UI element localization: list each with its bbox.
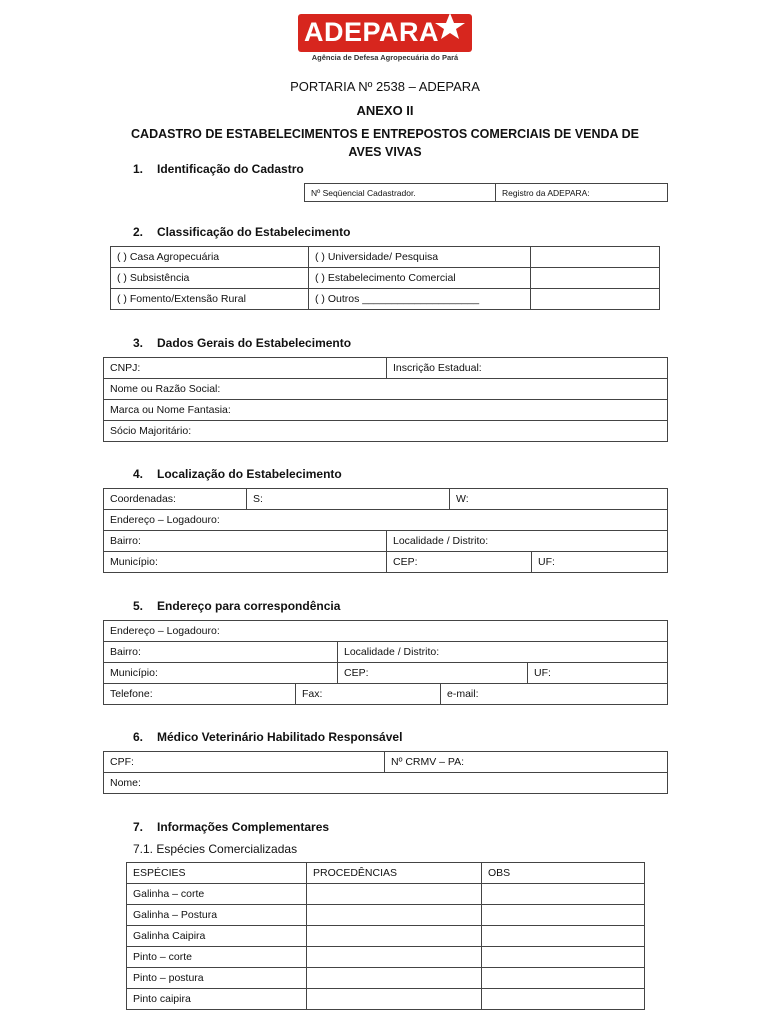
classificacao-table xyxy=(110,246,660,310)
registro-adepara-field[interactable]: Registro da ADEPARA: xyxy=(496,184,668,202)
anexo-title: ANEXO II xyxy=(356,103,414,118)
nome-veterinario-field[interactable]: Nome: xyxy=(104,773,668,794)
cep-field[interactable]: CEP: xyxy=(387,552,532,573)
species-name: Galinha – corte xyxy=(127,884,307,905)
telefone-field[interactable]: Telefone: xyxy=(104,684,296,705)
bairro-field[interactable]: Bairro: xyxy=(104,642,338,663)
section-number: 4. xyxy=(133,467,144,481)
option-fomento-extensao[interactable]: ( ) Fomento/Extensão Rural xyxy=(111,289,309,310)
document-title-line1: CADASTRO DE ESTABELECIMENTOS E ENTREPOSTOS COMERCIAIS DE VENDA DE xyxy=(131,127,639,141)
section-label: Médico Veterinário Habilitado Responsável xyxy=(157,730,403,744)
section-7-title xyxy=(133,820,329,834)
uf-field[interactable]: UF: xyxy=(528,663,668,684)
section-number: 3. xyxy=(133,336,144,350)
obs-cell[interactable] xyxy=(482,926,645,947)
star-icon xyxy=(430,11,470,41)
section-label: Localização do Estabelecimento xyxy=(157,467,342,481)
email-field[interactable]: e-mail: xyxy=(441,684,668,705)
veterinario-table xyxy=(103,751,668,794)
subsection-7-1-title: 7.1. Espécies Comercializadas xyxy=(133,842,298,856)
section-1-title xyxy=(133,162,304,176)
table-row xyxy=(127,884,645,905)
procedencia-cell[interactable] xyxy=(307,884,482,905)
table-row xyxy=(127,947,645,968)
empty-cell xyxy=(531,247,660,268)
logo-wordmark: ADEPARA xyxy=(304,17,440,47)
empty-cell xyxy=(531,268,660,289)
obs-cell[interactable] xyxy=(482,884,645,905)
longitude-w-field[interactable]: W: xyxy=(450,489,668,510)
species-name: Pinto caipira xyxy=(127,989,307,1010)
species-name: Pinto – corte xyxy=(127,947,307,968)
cnpj-field[interactable]: CNPJ: xyxy=(104,358,387,379)
section-number: 1. xyxy=(133,162,144,176)
option-casa-agropecuaria[interactable]: ( ) Casa Agropecuária xyxy=(111,247,309,268)
municipio-field[interactable]: Município: xyxy=(104,552,387,573)
logo-background xyxy=(298,14,472,52)
species-name: Galinha – Postura xyxy=(127,905,307,926)
section-number: 7. xyxy=(133,820,144,834)
dados-gerais-table xyxy=(103,357,668,442)
procedencia-cell[interactable] xyxy=(307,989,482,1010)
adepara-logo xyxy=(298,14,472,60)
option-estabelecimento-comercial[interactable]: ( ) Estabelecimento Comercial xyxy=(309,268,531,289)
procedencia-cell[interactable] xyxy=(307,947,482,968)
cpf-field[interactable]: CPF: xyxy=(104,752,385,773)
uf-field[interactable]: UF: xyxy=(532,552,668,573)
inscricao-estadual-field[interactable]: Inscrição Estadual: xyxy=(387,358,668,379)
correspondencia-table xyxy=(103,620,668,705)
section-number: 5. xyxy=(133,599,144,613)
section-label: Informações Complementares xyxy=(157,820,330,834)
especies-table xyxy=(126,862,645,1010)
obs-cell[interactable] xyxy=(482,947,645,968)
species-name: Galinha Caipira xyxy=(127,926,307,947)
identificacao-table xyxy=(304,183,668,202)
column-header: OBS xyxy=(482,863,645,884)
portaria-title: PORTARIA Nº 2538 – ADEPARA xyxy=(290,79,480,94)
seq-cadastrador-field[interactable]: Nº Seqüencial Cadastrador. xyxy=(305,184,496,202)
endereco-logradouro-field[interactable]: Endereço – Logadouro: xyxy=(104,621,668,642)
cep-field[interactable]: CEP: xyxy=(338,663,528,684)
razao-social-field[interactable]: Nome ou Razão Social: xyxy=(104,379,668,400)
empty-cell xyxy=(531,289,660,310)
fax-field[interactable]: Fax: xyxy=(296,684,441,705)
option-universidade-pesquisa[interactable]: ( ) Universidade/ Pesquisa xyxy=(309,247,531,268)
species-name: Pinto – postura xyxy=(127,968,307,989)
municipio-field[interactable]: Município: xyxy=(104,663,338,684)
obs-cell[interactable] xyxy=(482,905,645,926)
table-row xyxy=(127,905,645,926)
table-row xyxy=(127,968,645,989)
column-header: PROCEDÊNCIAS xyxy=(307,863,482,884)
nome-fantasia-field[interactable]: Marca ou Nome Fantasia: xyxy=(104,400,668,421)
procedencia-cell[interactable] xyxy=(307,926,482,947)
section-6-title xyxy=(133,730,402,744)
document-title-line2: AVES VIVAS xyxy=(348,145,422,159)
section-number: 2. xyxy=(133,225,144,239)
procedencia-cell[interactable] xyxy=(307,905,482,926)
section-label: Classificação do Estabelecimento xyxy=(157,225,351,239)
localizacao-table xyxy=(103,488,668,573)
obs-cell[interactable] xyxy=(482,968,645,989)
obs-cell[interactable] xyxy=(482,989,645,1010)
latitude-s-field[interactable]: S: xyxy=(247,489,450,510)
localidade-field[interactable]: Localidade / Distrito: xyxy=(338,642,668,663)
table-row xyxy=(127,926,645,947)
section-3-title xyxy=(133,336,351,350)
column-header: ESPÉCIES xyxy=(127,863,307,884)
logo-tagline: Agência de Defesa Agropecuária do Pará xyxy=(311,53,459,62)
section-label: Endereço para correspondência xyxy=(157,599,341,613)
procedencia-cell[interactable] xyxy=(307,968,482,989)
section-label: Dados Gerais do Estabelecimento xyxy=(157,336,352,350)
endereco-logradouro-field[interactable]: Endereço – Logadouro: xyxy=(104,510,668,531)
coordenadas-label: Coordenadas: xyxy=(104,489,247,510)
section-4-title xyxy=(133,467,342,481)
crmv-field[interactable]: Nº CRMV – PA: xyxy=(385,752,668,773)
option-subsistencia[interactable]: ( ) Subsistência xyxy=(111,268,309,289)
socio-majoritario-field[interactable]: Sócio Majoritário: xyxy=(104,421,668,442)
bairro-field[interactable]: Bairro: xyxy=(104,531,387,552)
option-outros[interactable]: ( ) Outros ____________________ xyxy=(309,289,531,310)
table-row xyxy=(127,989,645,1010)
section-label: Identificação do Cadastro xyxy=(157,162,304,176)
section-number: 6. xyxy=(133,730,144,744)
section-5-title xyxy=(133,599,340,613)
table-header-row xyxy=(127,863,645,884)
localidade-field[interactable]: Localidade / Distrito: xyxy=(387,531,668,552)
section-2-title xyxy=(133,225,350,239)
